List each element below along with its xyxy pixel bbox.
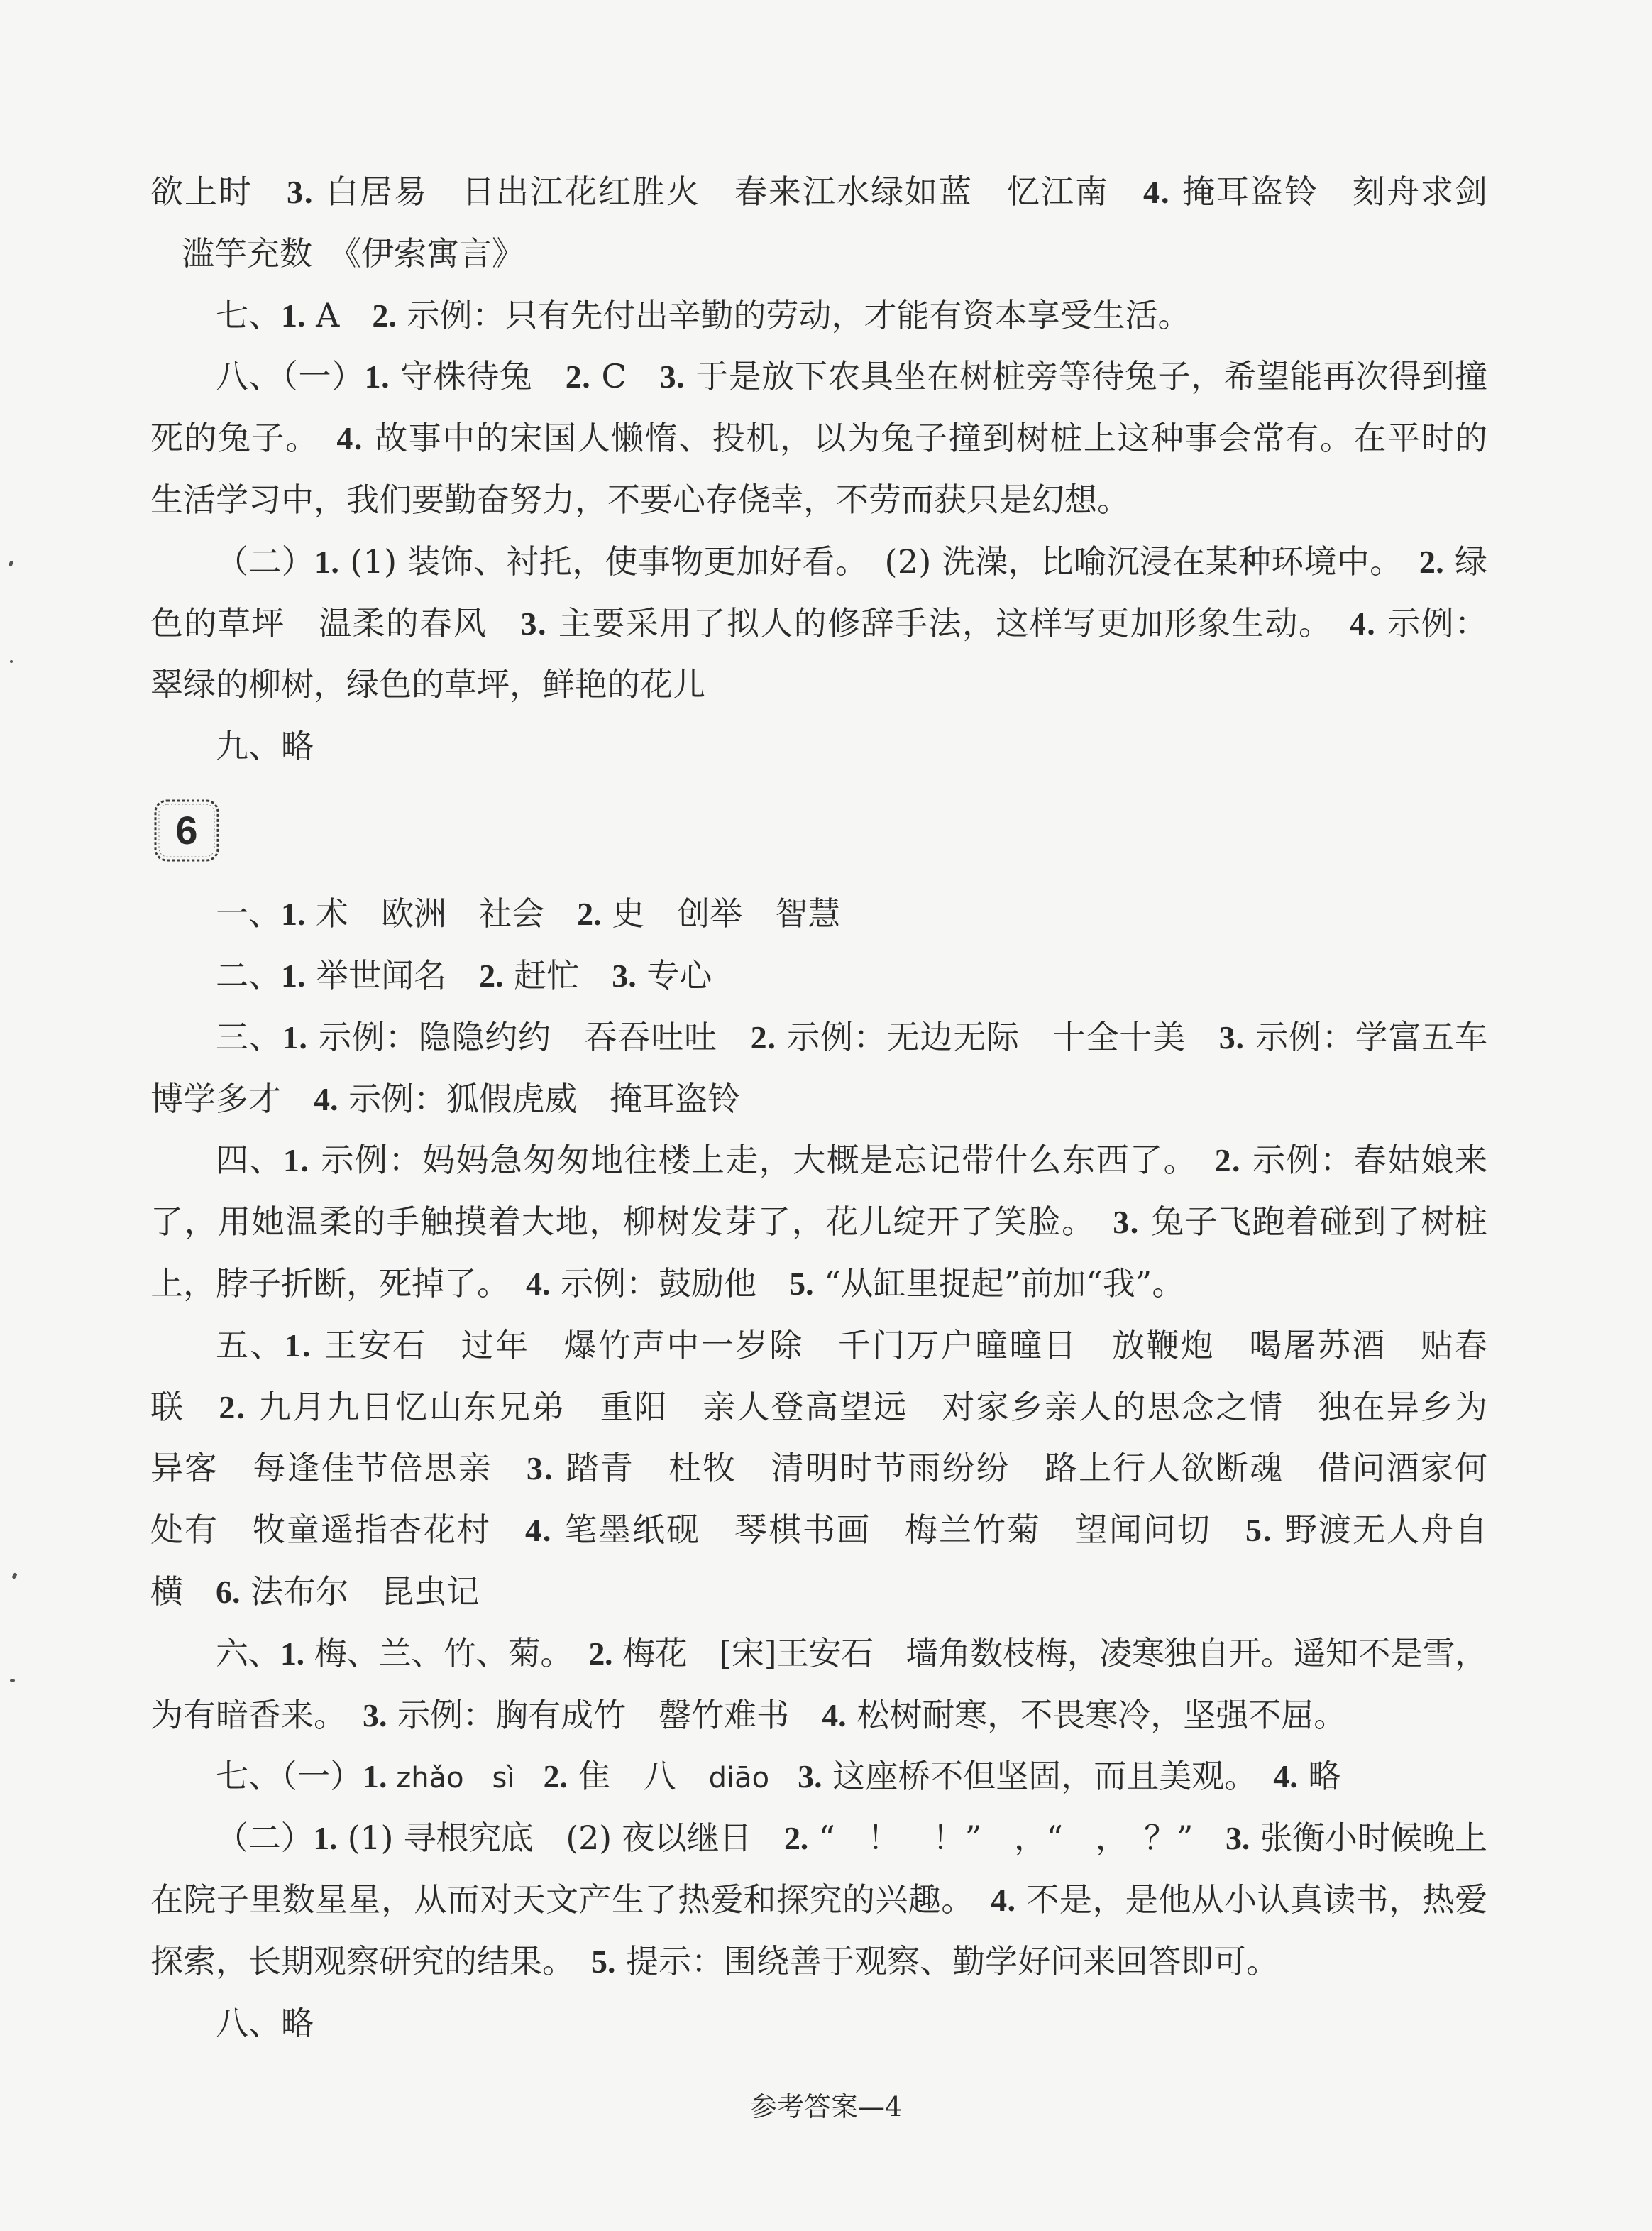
answer-text: 略 xyxy=(1297,1757,1341,1796)
item-number: 4. xyxy=(526,1265,551,1302)
answer-text: 六、 xyxy=(216,1633,281,1672)
answer-line xyxy=(150,1191,1487,1253)
answer-line xyxy=(150,1376,1487,1438)
answer-text: 王安石 过年 爆竹声中一岁除 千门万户曈曈日 放鞭炮 喝屠苏酒 贴春 xyxy=(312,1325,1489,1364)
item-number: 3. xyxy=(659,358,685,395)
answer-line xyxy=(150,346,1487,407)
item-number: 1. xyxy=(281,957,306,994)
scan-mark xyxy=(9,560,14,566)
item-number: 1. xyxy=(281,297,306,334)
answer-line xyxy=(150,1315,1487,1376)
answer-text: 野渡无人舟自 xyxy=(1272,1511,1489,1550)
item-number: 1. xyxy=(364,358,390,395)
answer-text: 二、 xyxy=(216,955,281,994)
answer-text: 探索，长期观察研究的结果。 xyxy=(150,1941,591,1980)
item-number: 1. xyxy=(281,896,306,933)
answer-paragraph xyxy=(150,883,1487,945)
item-number: 1. xyxy=(282,1019,308,1056)
answer-text: 举世闻名 xyxy=(305,955,480,994)
answer-text: 故事中的宋国人懒惰、投机，以为兔子撞到树桩上这种事会常有。在平时的 xyxy=(363,419,1489,458)
item-number: 5. xyxy=(1245,1512,1273,1549)
answer-text: 滥竽充数 《伊索寓言》 xyxy=(182,234,524,273)
answer-line xyxy=(150,1007,1487,1068)
answer-paragraph xyxy=(150,1992,1487,2054)
answer-line xyxy=(150,1869,1487,1931)
answer-text: 法布尔 昆虫记 xyxy=(240,1572,480,1611)
item-number: 2. xyxy=(784,1820,809,1857)
answer-text: 四、 xyxy=(216,1141,283,1180)
answer-line xyxy=(150,1561,1487,1623)
answer-paragraph xyxy=(150,1129,1487,1314)
answer-text: 不是，是他从小认真读书，热爱 xyxy=(1015,1880,1488,1919)
answer-text: 示例：胸有成竹 罄竹难书 xyxy=(387,1695,822,1734)
pinyin-text: diāo xyxy=(708,1762,798,1795)
answer-text: （二） xyxy=(216,1819,314,1858)
answer-text: 术 欧洲 社会 xyxy=(305,894,578,933)
answer-paragraph xyxy=(150,1007,1487,1130)
answer-text: 梅花 [宋]王安石 墙角数枝梅，凌寒独自开。遥知不是雪， xyxy=(612,1633,1487,1672)
answer-text: 示例：隐隐约约 吞吞吐吐 xyxy=(307,1017,751,1056)
answer-text: (1) 装饰、衬托，使事物更加好看。 (2) 洗澡，比喻沉浸在某种环境中。 xyxy=(339,542,1419,581)
answer-text: 九、略 xyxy=(216,727,314,766)
item-number: 3. xyxy=(1225,1820,1250,1857)
item-number: 4. xyxy=(1142,174,1171,210)
item-number: 1. xyxy=(280,1635,304,1672)
item-number: 2. xyxy=(750,1019,776,1056)
answer-text: 史 创举 智慧 xyxy=(601,894,841,933)
answer-line xyxy=(150,469,1487,531)
answer-text: 死的兔子。 xyxy=(150,419,337,458)
answer-text: 示例：学富五车 xyxy=(1244,1017,1488,1056)
item-number: 3. xyxy=(526,1450,554,1487)
answer-text: 一、 xyxy=(216,894,281,933)
answer-text: 掩耳盗铃 刻舟求剑 xyxy=(1170,172,1489,211)
item-number: 1. xyxy=(284,1327,312,1364)
item-number: 1. xyxy=(363,1758,387,1795)
item-number: 3. xyxy=(363,1696,387,1733)
item-number: 2. xyxy=(1214,1142,1242,1179)
pinyin-text: zhǎo sì xyxy=(387,1762,544,1795)
item-number: 3. xyxy=(286,174,314,210)
item-number: 3. xyxy=(520,605,547,642)
answer-text: “从缸里捉起”前加“我”。 xyxy=(813,1263,1185,1303)
answer-line xyxy=(150,1931,1487,1992)
answer-text: 松树耐寒，不畏寒冷，坚强不屈。 xyxy=(846,1695,1347,1734)
answer-line xyxy=(150,1684,1487,1746)
answer-line xyxy=(150,531,1487,593)
answer-text: A xyxy=(305,295,373,334)
answer-line xyxy=(150,1745,1487,1807)
answer-line xyxy=(150,161,1487,223)
item-number: 1. xyxy=(314,543,340,580)
answer-text: 提示：围绕善于观察、勤学好问来回答即可。 xyxy=(615,1941,1279,1980)
answer-paragraph xyxy=(150,1315,1487,1623)
item-number: 3. xyxy=(1218,1019,1245,1056)
item-number: 2. xyxy=(1419,543,1445,580)
answer-paragraph xyxy=(150,285,1487,346)
answer-text: 横 xyxy=(150,1572,216,1611)
answer-line xyxy=(150,285,1487,346)
answer-text: 了，用她温柔的手触摸着大地，柳树发芽了，花儿绽开了笑脸。 xyxy=(150,1202,1113,1241)
answer-text: 博学多才 xyxy=(150,1079,314,1118)
answer-text: 白居易 日出江花红胜火 春来江水绿如蓝 忆江南 xyxy=(314,172,1143,211)
item-number: 2. xyxy=(577,896,602,933)
answer-text: 色的草坪 温柔的春风 xyxy=(150,603,521,642)
answer-text: 示例：妈妈急匆匆地往楼上走，大概是忘记带什么东西了。 xyxy=(309,1141,1215,1180)
item-number: 1. xyxy=(313,1820,338,1857)
answer-text: 张衡小时候晚上 xyxy=(1250,1819,1487,1858)
answer-text: 示例：只有先付出辛勤的劳动，才能有资本享受生活。 xyxy=(396,295,1191,334)
item-number: 4. xyxy=(822,1696,847,1733)
answer-paragraph xyxy=(150,1807,1487,1992)
answer-text: 这座桥不但坚固，而且美观。 xyxy=(822,1757,1274,1796)
answer-text: 于是放下农具坐在树桩旁等待兔子，希望能再次得到撞 xyxy=(685,357,1488,396)
item-number: 5. xyxy=(591,1943,616,1980)
answer-text: 九月九日忆山东兄弟 重阳 亲人登高望远 对家乡亲人的思念之情 独在异乡为 xyxy=(246,1387,1489,1426)
item-number: 5. xyxy=(789,1265,814,1302)
answer-text: 翠绿的柳树，绿色的草坪，鲜艳的花儿 xyxy=(150,665,705,704)
answer-text: 八、（一） xyxy=(216,357,365,396)
item-number: 2. xyxy=(479,957,504,994)
answer-text: 三、 xyxy=(216,1017,282,1056)
answer-line xyxy=(150,945,1487,1007)
answer-text: 示例：春姑娘来 xyxy=(1241,1141,1489,1180)
answer-text: 示例：鼓励他 xyxy=(550,1263,790,1303)
item-number: 2. xyxy=(543,1758,568,1795)
answer-paragraph xyxy=(150,161,1487,285)
answer-paragraph xyxy=(150,531,1487,716)
item-number: 4. xyxy=(336,420,363,457)
answer-text: 隹 八 xyxy=(568,1757,709,1796)
answer-text: C xyxy=(590,357,660,396)
answer-text: 示例：无边无际 十全十美 xyxy=(776,1017,1219,1056)
answer-line xyxy=(150,1992,1487,2054)
section-number: 6 xyxy=(175,807,198,853)
answer-line xyxy=(150,716,1487,777)
answer-text: 示例： xyxy=(1376,603,1489,642)
answer-line xyxy=(150,407,1487,469)
answer-text: 赶忙 xyxy=(503,955,612,994)
item-number: 2. xyxy=(588,1635,612,1672)
answer-line xyxy=(150,883,1487,945)
item-number: 4. xyxy=(314,1080,338,1117)
item-number: 4. xyxy=(991,1881,1016,1918)
item-number: 6. xyxy=(216,1573,241,1610)
section-number-badge xyxy=(153,799,220,862)
answer-text: 专心 xyxy=(636,955,712,994)
answer-line xyxy=(150,654,1487,716)
item-number: 1. xyxy=(282,1142,310,1179)
item-number: 2. xyxy=(219,1388,247,1425)
answer-text: 为有暗香来。 xyxy=(150,1695,363,1734)
item-number: 2. xyxy=(565,358,591,395)
scan-mark xyxy=(10,1679,15,1682)
answer-paragraph xyxy=(150,1745,1487,1807)
answer-line xyxy=(150,1807,1487,1869)
answer-document xyxy=(150,161,1487,2054)
answer-text: 八、略 xyxy=(216,2003,314,2042)
answer-line xyxy=(150,1068,1487,1130)
answer-line xyxy=(150,1253,1487,1315)
answer-text: 处有 牧童遥指杏花村 xyxy=(150,1511,525,1550)
answer-text: 七、（一） xyxy=(216,1757,363,1796)
answer-text: 欲上时 xyxy=(150,172,287,211)
answer-paragraph xyxy=(150,716,1487,777)
item-number: 4. xyxy=(1349,605,1377,642)
answer-text: （二） xyxy=(216,542,315,581)
answer-text: 笔墨纸砚 琴棋书画 梅兰竹菊 望闻问切 xyxy=(552,1511,1245,1550)
section-header xyxy=(150,777,1487,883)
previous-section-answers xyxy=(150,161,1487,777)
item-number: 4. xyxy=(524,1512,553,1549)
answer-line xyxy=(150,223,1487,285)
answer-line xyxy=(150,1499,1487,1561)
answer-text: 示例：狐假虎威 掩耳盗铃 xyxy=(338,1079,741,1118)
answer-line xyxy=(150,1623,1487,1684)
scan-mark xyxy=(10,660,13,663)
item-number: 4. xyxy=(1273,1758,1298,1795)
answer-text: 兔子飞跑着碰到了树桩 xyxy=(1139,1202,1489,1241)
answer-text: 守株待兔 xyxy=(390,357,566,396)
answer-text: 上，脖子折断，死掉了。 xyxy=(150,1263,526,1303)
page-footer: 参考答案—4 xyxy=(749,2091,903,2122)
item-number: 3. xyxy=(612,957,637,994)
answer-line xyxy=(150,593,1487,654)
answer-text: 绿 xyxy=(1444,542,1488,581)
answer-paragraph xyxy=(150,346,1487,530)
answer-text: (1) 寻根究底 (2) 夜以继日 xyxy=(337,1819,785,1858)
answer-line xyxy=(150,1129,1487,1191)
section-6-answers xyxy=(150,883,1487,2054)
scan-mark xyxy=(11,1572,17,1579)
answer-line xyxy=(150,1437,1487,1499)
answer-paragraph xyxy=(150,945,1487,1007)
answer-text: 异客 每逢佳节倍思亲 xyxy=(150,1449,527,1488)
answer-text: “ ！ ！” ，“ ， ？” xyxy=(808,1819,1226,1858)
answer-text: 主要采用了拟人的修辞手法，这样写更加形象生动。 xyxy=(546,603,1350,642)
answer-text: 在院子里数星星，从而对天文产生了热爱和探究的兴趣。 xyxy=(150,1880,991,1919)
answer-text: 联 xyxy=(150,1387,219,1426)
item-number: 3. xyxy=(1113,1204,1140,1241)
answer-text: 七、 xyxy=(216,295,281,334)
answer-text: 生活学习中，我们要勤奋努力，不要心存侥幸，不劳而获只是幻想。 xyxy=(150,480,1130,519)
answer-text: 踏青 杜牧 清明时节雨纷纷 路上行人欲断魂 借问酒家何 xyxy=(554,1449,1489,1488)
answer-text: 梅、兰、竹、菊。 xyxy=(304,1633,589,1672)
item-number: 3. xyxy=(798,1758,822,1795)
answer-text: 五、 xyxy=(216,1325,285,1364)
item-number: 2. xyxy=(372,297,397,334)
answer-paragraph xyxy=(150,1623,1487,1746)
